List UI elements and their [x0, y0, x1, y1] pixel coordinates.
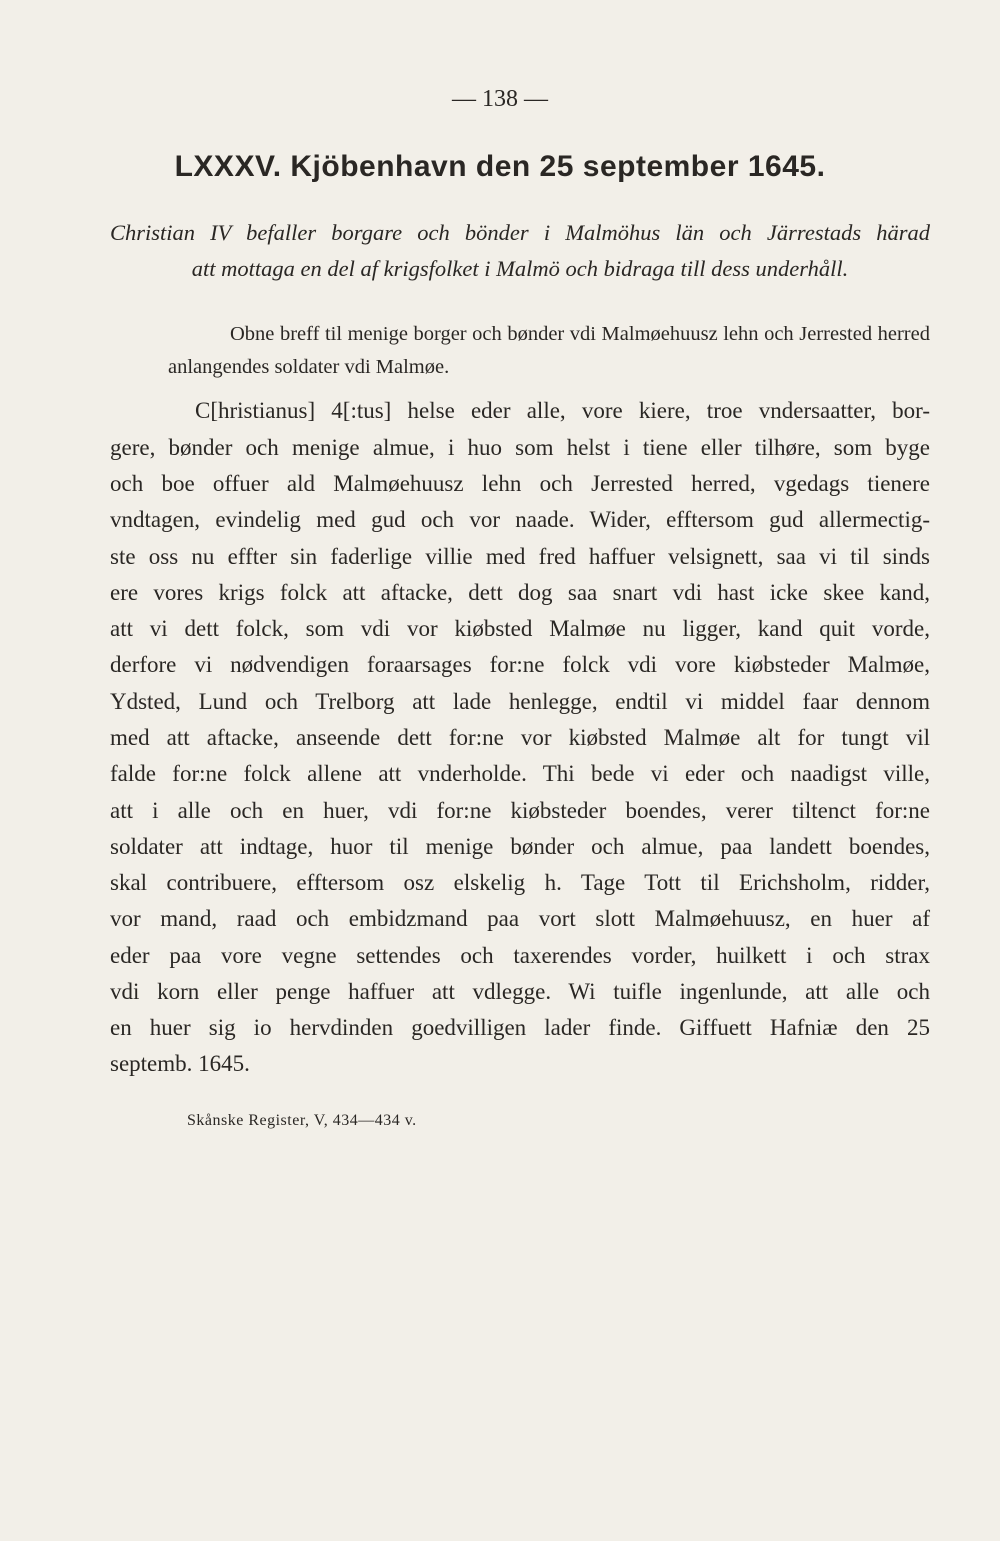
body-line: falde for:ne folck allene att vnderholde. Thi bede vi eder och naadigst ville, [110, 761, 930, 786]
body-line: en huer sig io hervdinden goedvilligen lader finde. Giffuett Hafniæ den 25 [110, 1015, 930, 1040]
body-line: att vi dett folck, som vdi vor kiøbsted Malmøe nu ligger, kand quit vorde, [110, 616, 930, 641]
body-line: vdi korn eller penge haffuer att vdlegge. Wi tuifle ingenlunde, att alle och [110, 979, 930, 1004]
body-line: vndtagen, evindelig med gud och vor naade. Wider, efftersom gud allermectig- [110, 507, 930, 532]
body-line: derfore vi nødvendigen foraarsages for:ne folck vdi vore kiøbsteder Malmøe, [110, 652, 930, 677]
letter-heading: Obne breff til menige borger och bønder vdi Malmøehuusz lehn och Jerrested herred anlangendes soldater vdi Malmøe. [168, 323, 930, 378]
summary-line-2: att mottaga en del af krigsfolket i Malmö och bidraga till dess underhåll. [191, 256, 849, 281]
body-line: att i alle och en huer, vdi for:ne kiøbsteder boendes, verer tiltenct for:ne [110, 798, 930, 823]
page-number: — 138 — [452, 86, 548, 112]
body-line: soldater att indtage, huor til menige bønder och almue, paa landett boendes, [110, 834, 930, 859]
body-line: septemb. 1645. [110, 1051, 250, 1076]
body-line: med att aftacke, anseende dett for:ne vor kiøbsted Malmøe alt for tungt vil [110, 725, 930, 750]
body-line: vor mand, raad och embidzmand paa vort slott Malmøehuusz, en huer af [110, 906, 930, 931]
body-line: eder paa vore vegne settendes och taxerendes vorder, huilkett i och strax [110, 943, 930, 968]
body-line: gere, bønder och menige almue, i huo som helst i tiene eller tilhøre, som byge [110, 435, 930, 460]
body-line: ere vores krigs folck att aftacke, dett dog saa snart vdi hast icke skee kand, [110, 580, 930, 605]
body-line: och boe offuer ald Malmøehuusz lehn och Jerrested herred, vgedags tienere [110, 471, 930, 496]
body-line: ste oss nu effter sin faderlige villie med fred haffuer velsignett, saa vi til sinds [110, 544, 930, 569]
body-line: C[hristianus] 4[:tus] helse eder alle, vore kiere, troe vndersaatter, bor- [195, 398, 930, 423]
body-line: Ydsted, Lund och Trelborg att lade henlegge, endtil vi middel faar dennom [110, 689, 930, 714]
source-citation: Skånske Register, V, 434—434 v. [187, 1112, 417, 1129]
body-line: skal contribuere, efftersom osz elskelig h. Tage Tott til Erichsholm, ridder, [110, 870, 930, 895]
summary-line-1: Christian IV befaller borgare och bönder i Malmöhus län och Järrestads härad [110, 220, 930, 245]
document-title: LXXXV. Kjöbenhavn den 25 september 1645. [174, 150, 826, 183]
